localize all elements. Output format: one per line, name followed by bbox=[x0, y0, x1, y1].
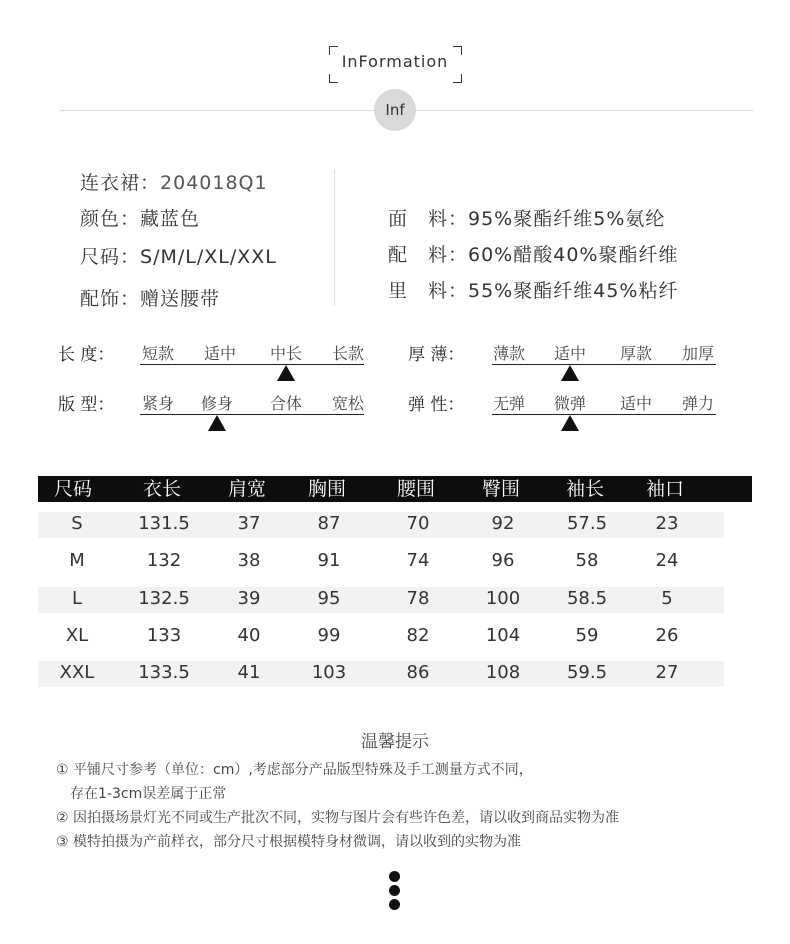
table-cell: 104 bbox=[485, 625, 521, 646]
attribute-option: 无弹 bbox=[492, 394, 525, 413]
table-cell: 41 bbox=[237, 662, 261, 683]
attribute-option: 加厚 bbox=[681, 344, 714, 363]
model-label: 连衣裙： bbox=[80, 172, 161, 194]
section-title: InFormation bbox=[341, 52, 449, 71]
table-cell: 58.5 bbox=[566, 588, 608, 609]
table-cell: 132.5 bbox=[138, 588, 190, 609]
table-cell: 133.5 bbox=[138, 662, 190, 683]
attribute-label: 长 度： bbox=[58, 345, 115, 365]
attribute-option: 紧身 bbox=[141, 394, 174, 413]
more-dot bbox=[389, 871, 400, 882]
attribute-option: 合体 bbox=[269, 394, 302, 413]
selected-marker-icon bbox=[208, 415, 226, 431]
table-cell: 37 bbox=[237, 513, 261, 534]
accessory-label: 配饰： bbox=[80, 288, 141, 310]
accessory-value: 赠送腰带 bbox=[140, 288, 221, 310]
attribute-option: 中长 bbox=[269, 344, 302, 363]
selected-marker-icon bbox=[561, 415, 579, 431]
model-value: 204018Q1 bbox=[160, 172, 268, 194]
attribute-option: 薄款 bbox=[492, 344, 525, 363]
table-cell: 82 bbox=[406, 625, 430, 646]
column-divider bbox=[334, 170, 335, 306]
scale-line bbox=[140, 364, 364, 365]
selected-marker-icon bbox=[561, 365, 579, 381]
table-header-cell: 衣长 bbox=[143, 478, 182, 500]
lining-text: 里 料：55%聚酯纤维45%粘纤 bbox=[388, 280, 679, 302]
table-cell: 39 bbox=[237, 588, 261, 609]
table-cell: 38 bbox=[237, 550, 261, 571]
attribute-option: 适中 bbox=[553, 344, 586, 363]
color-label: 颜色： bbox=[80, 208, 141, 230]
table-cell: S bbox=[71, 513, 83, 534]
attribute-option: 修身 bbox=[200, 394, 233, 413]
table-header-cell: 尺码 bbox=[54, 478, 93, 500]
table-cell: 27 bbox=[655, 662, 679, 683]
table-cell: L bbox=[71, 588, 83, 609]
size-table-header bbox=[38, 476, 752, 502]
size-value: S/M/L/XL/XXL bbox=[140, 246, 277, 268]
table-cell: 131.5 bbox=[138, 513, 190, 534]
color-row bbox=[80, 204, 200, 231]
fabric-text: 面 料：95%聚酯纤维5%氨纶 bbox=[388, 208, 666, 230]
scale-line bbox=[140, 414, 364, 415]
attribute-option: 厚款 bbox=[619, 344, 652, 363]
accessory-row bbox=[80, 284, 220, 311]
table-header-cell: 腰围 bbox=[397, 478, 436, 500]
table-header-cell: 袖长 bbox=[566, 478, 605, 500]
size-label: 尺码： bbox=[80, 246, 141, 268]
attribute-label: 弹 性： bbox=[408, 395, 465, 415]
table-cell: 57.5 bbox=[566, 513, 608, 534]
section-badge: Inf bbox=[374, 89, 416, 131]
table-header-cell: 袖口 bbox=[646, 478, 685, 500]
table-cell: 58 bbox=[575, 550, 599, 571]
table-header-cell: 胸围 bbox=[308, 478, 347, 500]
table-cell: 103 bbox=[311, 662, 347, 683]
table-cell: 23 bbox=[655, 513, 679, 534]
attribute-label: 版 型： bbox=[58, 395, 115, 415]
table-cell: 70 bbox=[406, 513, 430, 534]
table-cell: 100 bbox=[485, 588, 521, 609]
table-cell: 74 bbox=[406, 550, 430, 571]
table-cell: 91 bbox=[317, 550, 341, 571]
scale-line bbox=[492, 364, 716, 365]
table-cell: 40 bbox=[237, 625, 261, 646]
table-cell: 108 bbox=[485, 662, 521, 683]
attribute-option: 短款 bbox=[141, 344, 174, 363]
table-cell: 26 bbox=[655, 625, 679, 646]
attribute-option: 长款 bbox=[331, 344, 364, 363]
table-header-cell: 臀围 bbox=[482, 478, 521, 500]
selected-marker-icon bbox=[277, 365, 295, 381]
table-cell: 96 bbox=[491, 550, 515, 571]
note-line: ② 因拍摄场景灯光不同或生产批次不同，实物与图片会有些许色差，请以收到商品实物为准 bbox=[56, 810, 619, 826]
color-value: 藏蓝色 bbox=[140, 208, 201, 230]
table-cell: 86 bbox=[406, 662, 430, 683]
table-cell: M bbox=[69, 550, 85, 571]
attribute-option: 弹力 bbox=[681, 394, 714, 413]
table-cell: 132 bbox=[146, 550, 182, 571]
attribute-option: 适中 bbox=[203, 344, 236, 363]
more-dot bbox=[389, 885, 400, 896]
table-header-cell: 肩宽 bbox=[228, 478, 267, 500]
scale-line bbox=[492, 414, 716, 415]
table-cell: 5 bbox=[661, 588, 673, 609]
attribute-option: 宽松 bbox=[331, 394, 364, 413]
table-cell: 78 bbox=[406, 588, 430, 609]
table-cell: 99 bbox=[317, 625, 341, 646]
table-cell: XL bbox=[65, 625, 89, 646]
more-dot bbox=[389, 899, 400, 910]
notes-title: 温馨提示 bbox=[361, 732, 429, 752]
table-cell: 95 bbox=[317, 588, 341, 609]
table-cell: 59 bbox=[575, 625, 599, 646]
model-row bbox=[80, 168, 268, 195]
size-row bbox=[80, 242, 277, 269]
note-line: 存在1-3cm误差属于正常 bbox=[56, 786, 227, 802]
lining-material-text: 配 料：60%醋酸40%聚酯纤维 bbox=[388, 244, 679, 266]
note-line: ③ 模特拍摄为产前样衣，部分尺寸根据模特身材微调，请以收到的实物为准 bbox=[56, 834, 521, 850]
attribute-option: 微弹 bbox=[553, 394, 586, 413]
bracket-corner bbox=[453, 74, 462, 83]
note-line: ① 平铺尺寸参考（单位：cm）,考虑部分产品版型特殊及手工测量方式不同， bbox=[56, 762, 533, 778]
bracket-corner bbox=[329, 74, 338, 83]
table-cell: 24 bbox=[655, 550, 679, 571]
table-cell: 133 bbox=[146, 625, 182, 646]
attribute-option: 适中 bbox=[619, 394, 652, 413]
attribute-label: 厚 薄： bbox=[408, 345, 465, 365]
table-cell: 59.5 bbox=[566, 662, 608, 683]
table-cell: 92 bbox=[491, 513, 515, 534]
table-cell: XXL bbox=[59, 662, 95, 683]
table-cell: 87 bbox=[317, 513, 341, 534]
